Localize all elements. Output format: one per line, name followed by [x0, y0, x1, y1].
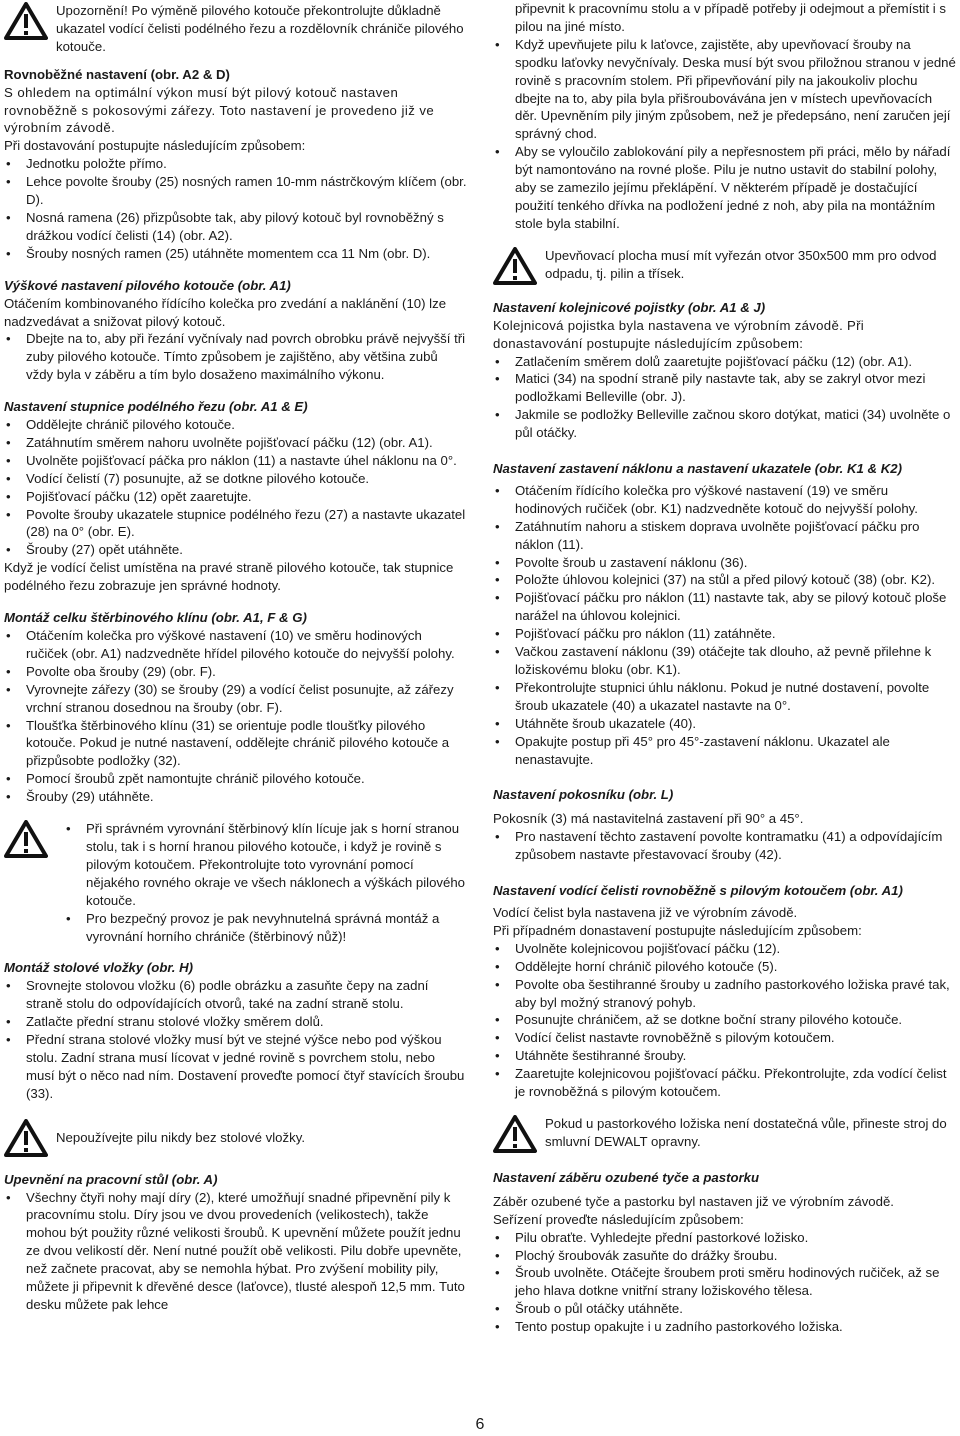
list-item: • Uvolněte kolejnicovou pojišťovací páčku (12).: [493, 940, 956, 958]
fence-parallel-text: Vodící čelist byla nastavena již ve výrobním závodě.: [493, 904, 798, 920]
list-item: • Opakujte postup při 45° pro 45°-zastavení náklonu. Ukazatel ale nenastavujte.: [493, 733, 956, 769]
list-item: • Šroub o půl otáčky utáhněte.: [493, 1300, 956, 1318]
list-item: • Povolte oba šrouby (29) (obr. F).: [4, 663, 467, 681]
list-item: • Vodící čelistí (7) posunujte, až se dotkne pilového kotouče.: [4, 470, 467, 488]
list-item: • Šrouby nosných ramen (25) utáhněte momentem cca 11 Nm (obr. D).: [4, 245, 467, 263]
list-item: • Šrouby (29) utáhněte.: [4, 788, 467, 806]
list-item: • Zaaretujte kolejnicovou pojišťovací páčku. Překontrolujte, zda vodící čelist je rovnoběžná s pilovým kotoučem.: [493, 1065, 956, 1101]
warning-triangle-icon: [493, 1115, 537, 1153]
list-item: • Vačkou zastavení náklonu (39) otáčejte tak dlouho, až pevně přilehne k ložiskovému bloku (obr. K1).: [493, 643, 956, 679]
list-item: • Pro bezpečný provoz je pak nevyhnutelná správná montáž a vyrovnání horního chrániče (štěrbinový nůž)!: [64, 910, 467, 946]
list-item: • Oddělejte chránič pilového kotouče.: [4, 416, 467, 434]
list-item: • Aby se vyloučilo zablokování pily a nepřesnostem při práci, mělo by nářadí být namontováno na rovné ploše. Pilu je nutno ustavit do stabilní polohy, aby se zamezilo jejímu překlápění. V některém případě je dostačující použití tenkého dřívka na podložení jedné z noh, aby pila na montážním stole byla stabilní.: [493, 143, 956, 233]
list-item: • Zatlačte přední stranu stolové vložky směrem dolů.: [4, 1013, 467, 1031]
parallel-adjust-list: [4, 155, 467, 262]
list-item: • Srovnejte stolovou vložku (6) podle obrázku a zasuňte čepy na zadní straně stolu do odpovídajících otvorů, také na zadní straně stolu.: [4, 977, 467, 1013]
list-item: • Tento postup opakujte i u zadního pastorkového ložiska.: [493, 1318, 956, 1336]
list-item: • Vyrovnejte zářezy (30) se šrouby (29) a vodící čelist posunujte, až zářezy vrchní stranou dosednou na šrouby (obr. F).: [4, 681, 467, 717]
rip-scale-note: Když je vodící čelist umístěna na pravé straně pilového kotouče, tak stupnice podélného řezu zobrazuje jen správné hodnoty.: [4, 560, 454, 594]
riving-knife-list: [4, 627, 467, 806]
list-item: • Dbejte na to, aby při řezání vyčnívaly nad povrch obrobku právě nejvyšší tři zuby pilového kotouče. Tímto způsobem je zajištěno, aby většina zubů vždy byla v záběru a tím bylo dosaženo maximálního výkonu.: [4, 330, 467, 384]
list-item: • Nosná ramena (26) přizpůsobte tak, aby pilový kotouč byl rovnoběžný s drážkou vodící čelisti (14) (obr. A2).: [4, 209, 467, 245]
list-item: • Pilu obraťte. Vyhledejte přední pastorkové ložisko.: [493, 1229, 956, 1247]
list-item: • Při správném vyrovnání štěrbinový klín lícuje jak s horní stranou stolu, tak i s horní hranou pilového kotouče, i když je rovině s pilovým kotoučem. Překontrolujte toto vyrovnání pomocí nějakého rovného okraje ve všech náklonech a výškách pilového kotouče.: [64, 820, 467, 910]
list-item: • Zatlačením směrem dolů zaaretujte pojišťovací páčku (12) (obr. A1).: [493, 353, 956, 371]
list-item: • Oddělejte horní chránič pilového kotouče (5).: [493, 958, 956, 976]
warning-mount-opening-text: Upevňovací plocha musí mít vyřezán otvor 350x500 mm pro odvod odpadu, tj. pilin a třísek.: [545, 247, 937, 281]
list-item: • Povolte šroub u zastavení náklonu (36).: [493, 554, 956, 572]
page-number: 6: [475, 1416, 485, 1433]
height-adjust-list: [4, 330, 467, 384]
heading-rack-pinion: Nastavení záběru ozubené tyče a pastorku: [493, 1169, 760, 1185]
list-item: • Pojišťovací páčku pro náklon (11) zatáhněte.: [493, 625, 956, 643]
heading-rip-scale: Nastavení stupnice podélného řezu (obr. A1 & E): [4, 399, 308, 415]
list-item: • Posunujte chráničem, až se dotkne boční strany pilového kotouče.: [493, 1011, 956, 1029]
list-item: • Matici (34) na spodní straně pily nastavte tak, aby se zakryl otvor mezi podložkami Belleville (obr. J).: [493, 370, 956, 406]
heading-rail-lock: Nastavení kolejnicové pojistky (obr. A1 & J): [493, 299, 766, 315]
list-item: • Šrouby (27) opět utáhněte.: [4, 541, 467, 559]
list-item: • Plochý šroubovák zasuňte do drážky šroubu.: [493, 1247, 956, 1265]
rail-lock-list: [493, 353, 956, 443]
heading-workbench-mount: Upevnění na pracovní stůl (obr. A): [4, 1171, 218, 1187]
list-item: • Zatáhnutím směrem nahoru uvolněte pojišťovací páčku (12) (obr. A1).: [4, 434, 467, 452]
rip-scale-list: [4, 416, 467, 559]
list-item: • Přední strana stolové vložky musí být ve stejné výšce nebo pod výškou stolu. Zadní strana musí lícovat v jedné rovině s povrchem stolu, nebo musí být o něco nad ním. Dostavení proveďte pomocí čtyř stavících šroubu (33).: [4, 1031, 467, 1103]
warning-riving-knife: [4, 820, 467, 945]
list-item: • Vodící čelist nastavte rovnoběžně s pilovým kotoučem.: [493, 1029, 956, 1047]
list-item: • Všechny čtyři nohy mají díry (2), které umožňují snadné připevnění pily k pracovnímu stolu. Díry jsou ve dvou provedeních (velikostech), takže mohou být použity různé velikosti šroubů. K upevnění můžete použít jednu ze dvou velikostí děr. Není nutné použít obě velikosti. Pilu dobře upevněte, než začnete pracovat, aby se nemohla hýbat. Pro zvýšení mobility pily, můžete ji připevnit k dřevěné desce (laťovce), tlusté alespoň 12,5 mm. Tuto desku můžete pak lehce: [4, 1189, 467, 1314]
list-item: • Utáhněte šroub ukazatele (40).: [493, 715, 956, 733]
miter-gauge-list: [493, 828, 956, 864]
list-item: • Tloušťka štěrbinového klínu (31) se orientuje podle tloušťky pilového kotouče. Pokud je nutné nastavení, oddělejte chránič pilového kotouče a přizpůsobte podložky (32).: [4, 717, 467, 771]
heading-bevel-stop: Nastavení zastavení náklonu a nastavení ukazatele (obr. K1 & K2): [493, 461, 902, 477]
parallel-adjust-text: S ohledem na optimální výkon musí být pilový kotouč nastaven rovnoběžně s pokosovými zářezy. Toto nastavení je provedeno již ve výrobním závodě.: [4, 84, 435, 136]
heading-table-insert: Montáž stolové vložky (obr. H): [4, 960, 194, 976]
list-item: • Otáčením kolečka pro výškové nastavení (10) ve směru hodinových ručiček (obr. A1) nadzvedněte hřídel pilového kotouče do nejvyšší polohy.: [4, 627, 467, 663]
list-item: • Pro nastavení těchto zastavení povolte kontramatku (41) a odpovídajícím způsobem nastavte přestavovací šrouby (42).: [493, 828, 956, 864]
heading-parallel-adjust: Rovnoběžné nastavení (obr. A2 & D): [4, 66, 230, 82]
bevel-stop-list: [493, 482, 956, 769]
heading-height-adjust: Výškové nastavení pilového kotouče (obr. A1): [4, 277, 291, 293]
list-item: • Překontrolujte stupnici úhlu náklonu. Pokud je nutné dostavení, povolte šroub ukazatele (40) a ukazatel nastavte na 0°.: [493, 679, 956, 715]
rack-pinion-list: [493, 1229, 956, 1336]
right-column: [493, 0, 956, 1336]
rack-pinion-text: Záběr ozubené tyče a pastorku byl nastaven již ve výrobním závodě.: [493, 1193, 894, 1209]
heading-miter-gauge: Nastavení pokosníku (obr. L): [493, 787, 674, 803]
warning-mount-opening: [493, 247, 956, 285]
workbench-mount-continuation: připevnit k pracovnímu stolu a v případě potřeby ji odejmout a přemístit i s pilou na jiné místo.: [515, 1, 946, 34]
list-item: • Povolte šrouby ukazatele stupnice podélného řezu (27) a nastavte ukazatel (28) na 0° (obr. E).: [4, 506, 467, 542]
list-item: • Povolte oba šestihranné šrouby u zadního pastorkového ložiska pravé tak, aby byl možný stranový pohyb.: [493, 976, 956, 1012]
list-item: • Pojišťovací páčku (12) opět zaaretujte.: [4, 488, 467, 506]
warning-triangle-icon: [493, 247, 537, 285]
list-item: • Jednotku položte přímo.: [4, 155, 467, 173]
list-item: • Jakmile se podložky Belleville začnou skoro dotýkat, matici (34) uvolněte o půl otáčky.: [493, 406, 956, 442]
parallel-adjust-intro: Při dostavování postupujte následujícím způsobem:: [4, 138, 306, 154]
list-item: • Otáčením řídícího kolečka pro výškové nastavení (19) ve směru hodinových ručiček (obr. K1) nadzvedněte kotouč do nejvyšší polohy.: [493, 482, 956, 518]
workbench-mount-list: [4, 1189, 467, 1314]
warning-triangle-icon: [4, 2, 48, 40]
list-item: • Když upevňujete pilu k laťovce, zajistěte, aby upevňovací šrouby na spodku laťovky nevyčnívaly. Deska musí být svou přiložnou stranou v jedné rovině s pracovním stolem. Při připevňování pily na jakoukoliv plochu dbejte na to, aby pila byla přišroubovávána jen v místech upevňovacích děr. Upevněním pily jiným způsobem, než je předepsáno, není zaručen její správný chod.: [493, 36, 956, 143]
warning-pinion-bearing: [493, 1115, 956, 1153]
rail-lock-text: Kolejnicová pojistka byla nastavena ve výrobním závodě. Při donastavování postupujte následujícím způsobem:: [493, 317, 865, 351]
rack-pinion-intro: Seřízení proveďte následujícím způsobem:: [493, 1211, 744, 1227]
list-item: • Pojišťovací páčku pro náklon (11) nastavte tak, aby se pilový kotouč ploše narážel na úhlovou kolejnici.: [493, 589, 956, 625]
warning-top-text: Upozornění! Po výměně pilového kotouče překontrolujte důkladně ukazatel vodící čelisti podélného řezu a rozdělovník chrániče pilového kotouče.: [56, 3, 464, 54]
workbench-mount-list-2: [493, 36, 956, 233]
list-item: • Šroub uvolněte. Otáčejte šroubem proti směru hodinových ručiček, až se jeho hlava dotkne vnitřní strany ložiskového tělesa.: [493, 1264, 956, 1300]
fence-parallel-list: [493, 940, 956, 1101]
list-item: • Utáhněte šestihranné šrouby.: [493, 1047, 956, 1065]
heading-fence-parallel: Nastavení vodící čelisti rovnoběžně s pilovým kotoučem (obr. A1): [493, 883, 903, 899]
list-item: • Lehce povolte šrouby (25) nosných ramen 10-mm nástrčkovým klíčem (obr. D).: [4, 173, 467, 209]
heading-riving-knife: Montáž celku štěrbinového klínu (obr. A1, F & G): [4, 610, 307, 626]
warning-triangle-icon: [4, 1119, 48, 1157]
list-item: • Uvolněte pojišťovací páčka pro náklon (11) a nastavte úhel náklonu na 0°.: [4, 452, 467, 470]
table-insert-list: [4, 977, 467, 1102]
fence-parallel-intro: Při případném donastavení postupujte následujícím způsobem:: [493, 922, 862, 938]
left-column: [4, 0, 467, 1314]
warning-top: [4, 2, 467, 56]
height-adjust-text: Otáčením kombinovaného řídícího kolečka pro zvedání a naklánění (10) lze nadzvedávat a snižovat pilový kotouč.: [4, 295, 447, 329]
list-item: • Položte úhlovou kolejnici (37) na stůl a před pilový kotouč (38) (obr. K2).: [493, 571, 956, 589]
miter-gauge-text: Pokosník (3) má nastavitelná zastavení při 90° a 45°.: [493, 811, 804, 827]
warning-triangle-icon: [4, 820, 48, 858]
riving-knife-warning-list: [64, 820, 467, 945]
list-item: • Zatáhnutím nahoru a stiskem doprava uvolněte pojišťovací páčku pro náklon (11).: [493, 518, 956, 554]
warning-table-insert: [4, 1119, 467, 1157]
warning-pinion-bearing-text: Pokud u pastorkového ložiska není dostatečná vůle, přineste stroj do smluvní DEWALT opravny.: [545, 1115, 947, 1149]
list-item: • Pomocí šroubů zpět namontujte chránič pilového kotouče.: [4, 770, 467, 788]
warning-table-insert-text: Nepoužívejte pilu nikdy bez stolové vložky.: [56, 1129, 305, 1145]
